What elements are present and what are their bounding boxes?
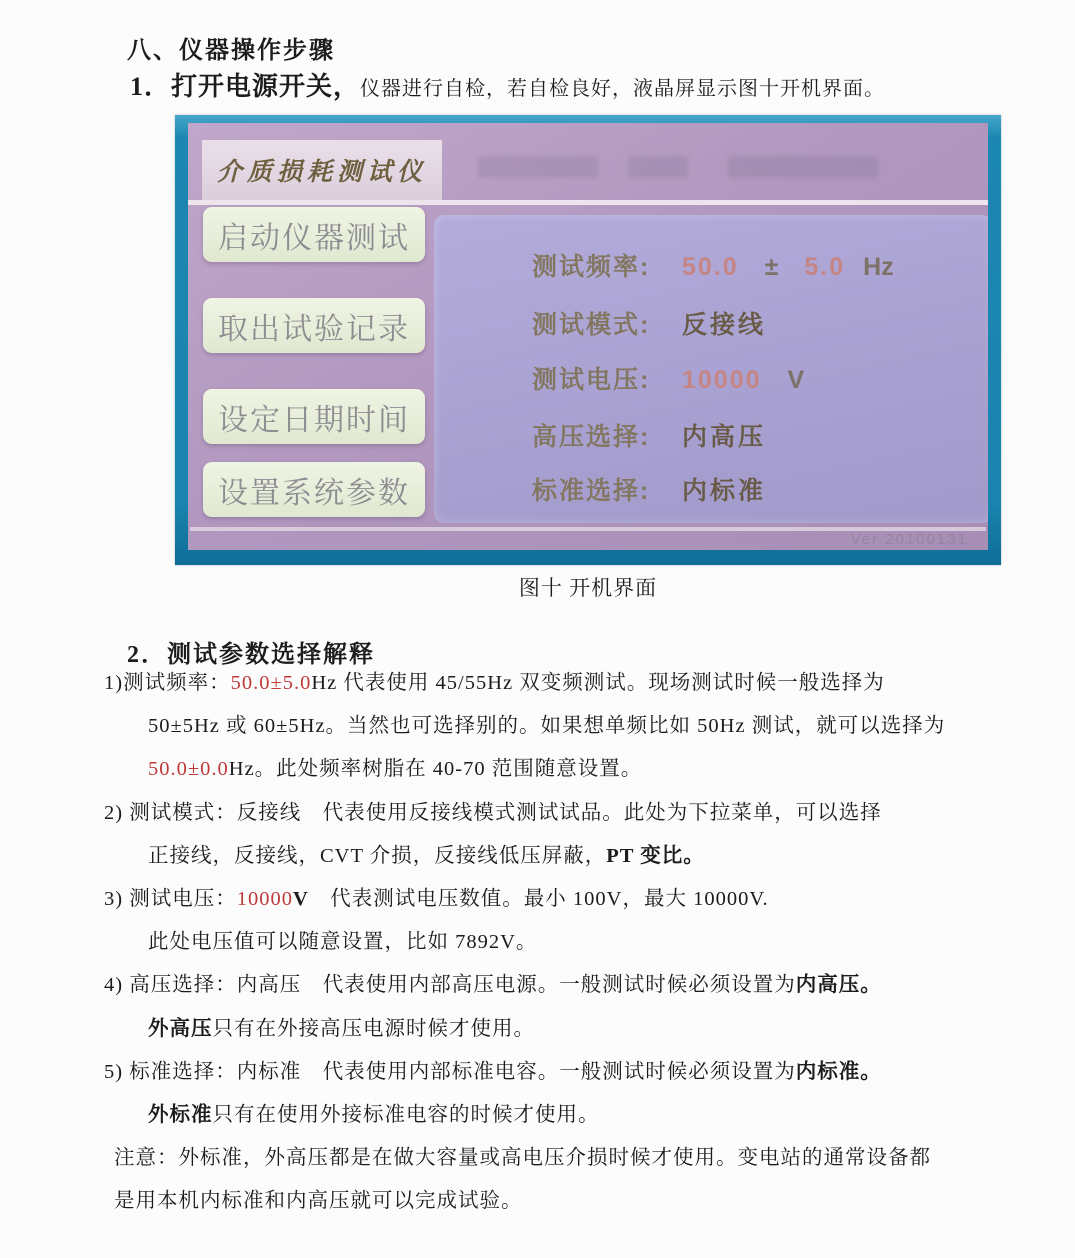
text-segment: Hz。此处频率树脂在 40-70 范围随意设置。 (228, 758, 643, 781)
param-label: 测试电压: (532, 366, 651, 394)
menu-button-system-params[interactable] (203, 462, 425, 517)
plus-minus-sign: ± (764, 253, 779, 281)
text-segment: 内标准。 (795, 1060, 882, 1083)
body-line (104, 662, 1044, 705)
text-segment: 4) 高压选择：内高压 代表使用内部高压电源。一般测试时候必须设置为 (104, 974, 796, 997)
body-line (104, 1051, 1044, 1094)
param-row-frequency (532, 247, 894, 283)
menu-button-retrieve-records[interactable] (203, 298, 425, 353)
text-segment: 2) 测试模式：反接线 代表使用反接线模式测试试品。此处为下拉菜单，可以选择 (104, 801, 882, 824)
text-segment: PT 变比。 (606, 844, 705, 867)
page-title: 八、仪器操作步骤 (127, 38, 335, 65)
param-row-voltage (532, 360, 804, 396)
firmware-version-text: Ver 20100131 (850, 531, 968, 548)
body-line (104, 792, 1044, 835)
body-line (104, 705, 1044, 748)
tab-label: 介质损耗测试仪 (216, 158, 427, 186)
param-row-standard (532, 471, 766, 507)
text-segment: 1)测试频率： (104, 672, 231, 694)
param-label: 标准选择: (532, 477, 651, 505)
menu-button-label: 设置系统参数 (218, 476, 410, 510)
mode-value[interactable]: 反接线 (682, 311, 767, 339)
text-segment: 正接线，反接线，CVT 介损，反接线低压屏蔽， (148, 844, 607, 867)
frequency-value: 50.0 (682, 253, 739, 281)
text-segment: 50.0±0.0 (148, 758, 229, 781)
params-panel (434, 215, 988, 523)
text-segment: 50.0±5.0 (230, 672, 312, 694)
figure-caption: 图十 开机界面 (518, 576, 658, 600)
param-row-hv-source (532, 417, 766, 453)
frequency-tolerance-value: 5.0 (804, 253, 846, 281)
param-label: 测试模式: (532, 311, 651, 339)
text-segment: 注意：外标准，外高压都是在做大容量或高电压介损时候才使用。变电站的通常设备都 (114, 1147, 931, 1170)
header-datetime-smudge (628, 156, 688, 178)
menu-button-set-datetime[interactable] (203, 389, 425, 444)
device-photo (175, 115, 1001, 565)
standard-value[interactable]: 内标准 (682, 477, 767, 505)
body-line (104, 748, 1044, 791)
voltage-value: 10000 (682, 366, 762, 394)
text-segment: 是用本机内标准和内高压就可以完成试验。 (114, 1190, 523, 1213)
body-line (104, 964, 1044, 1007)
text-segment: 50±5Hz 或 60±5Hz。当然也可选择别的。如果想单频比如 50Hz 测试，就可以选择为 (148, 715, 946, 738)
step-1-lead: 1．打开电源开关， (130, 72, 361, 101)
lcd-screen (188, 123, 988, 550)
menu-button-label: 设定日期时间 (218, 403, 410, 437)
body-line (104, 1008, 1044, 1051)
hv-source-value[interactable]: 内高压 (682, 423, 767, 451)
menu-button-label: 启动仪器测试 (218, 221, 410, 255)
text-segment: 此处电压值可以随意设置，比如 7892V。 (148, 931, 538, 954)
tab-dielectric-loss-tester[interactable] (202, 140, 442, 200)
text-segment: V (292, 887, 309, 910)
menu-button-start-test[interactable] (203, 207, 425, 262)
section-2-title: 2．测试参数选择解释 (127, 641, 375, 668)
text-segment: 外高压 (148, 1017, 213, 1040)
text-segment: 代表测试电压数值。最小 100V，最大 10000V. (308, 887, 769, 910)
body-line (104, 1137, 1044, 1180)
text-segment: Hz 代表使用 45/55Hz 双变频测试。现场测试时候一般选择为 (311, 672, 885, 694)
header-divider (188, 200, 988, 205)
param-label: 测试频率: (532, 253, 651, 281)
text-segment: 5) 标准选择：内标准 代表使用内部标准电容。一般测试时候必须设置为 (104, 1060, 796, 1083)
param-label: 高压选择: (532, 423, 651, 451)
body-line (104, 835, 1044, 878)
step-1-paragraph (130, 66, 885, 103)
body-line (104, 1094, 1044, 1137)
body-line (104, 878, 1044, 921)
text-segment: 只有在使用外接标准电容的时候才使用。 (212, 1103, 600, 1126)
header-datetime-smudge (478, 156, 598, 178)
body-line (104, 1180, 1044, 1223)
frequency-unit: Hz (863, 253, 894, 281)
step-1-rest: 仪器进行自检，若自检良好，液晶屏显示图十开机界面。 (360, 78, 886, 100)
menu-button-label: 取出试验记录 (218, 312, 410, 346)
body-paragraphs (104, 662, 1044, 1223)
voltage-unit: V (787, 366, 805, 394)
header-datetime-smudge (728, 156, 878, 178)
text-segment: 内高压。 (795, 974, 882, 997)
body-line (104, 921, 1044, 964)
text-segment: 3) 测试电压： (104, 887, 237, 910)
text-segment: 10000 (236, 887, 293, 910)
text-segment: 只有在外接高压电源时候才使用。 (212, 1017, 535, 1040)
text-segment: 外标准 (148, 1103, 213, 1126)
param-row-mode (532, 305, 766, 341)
